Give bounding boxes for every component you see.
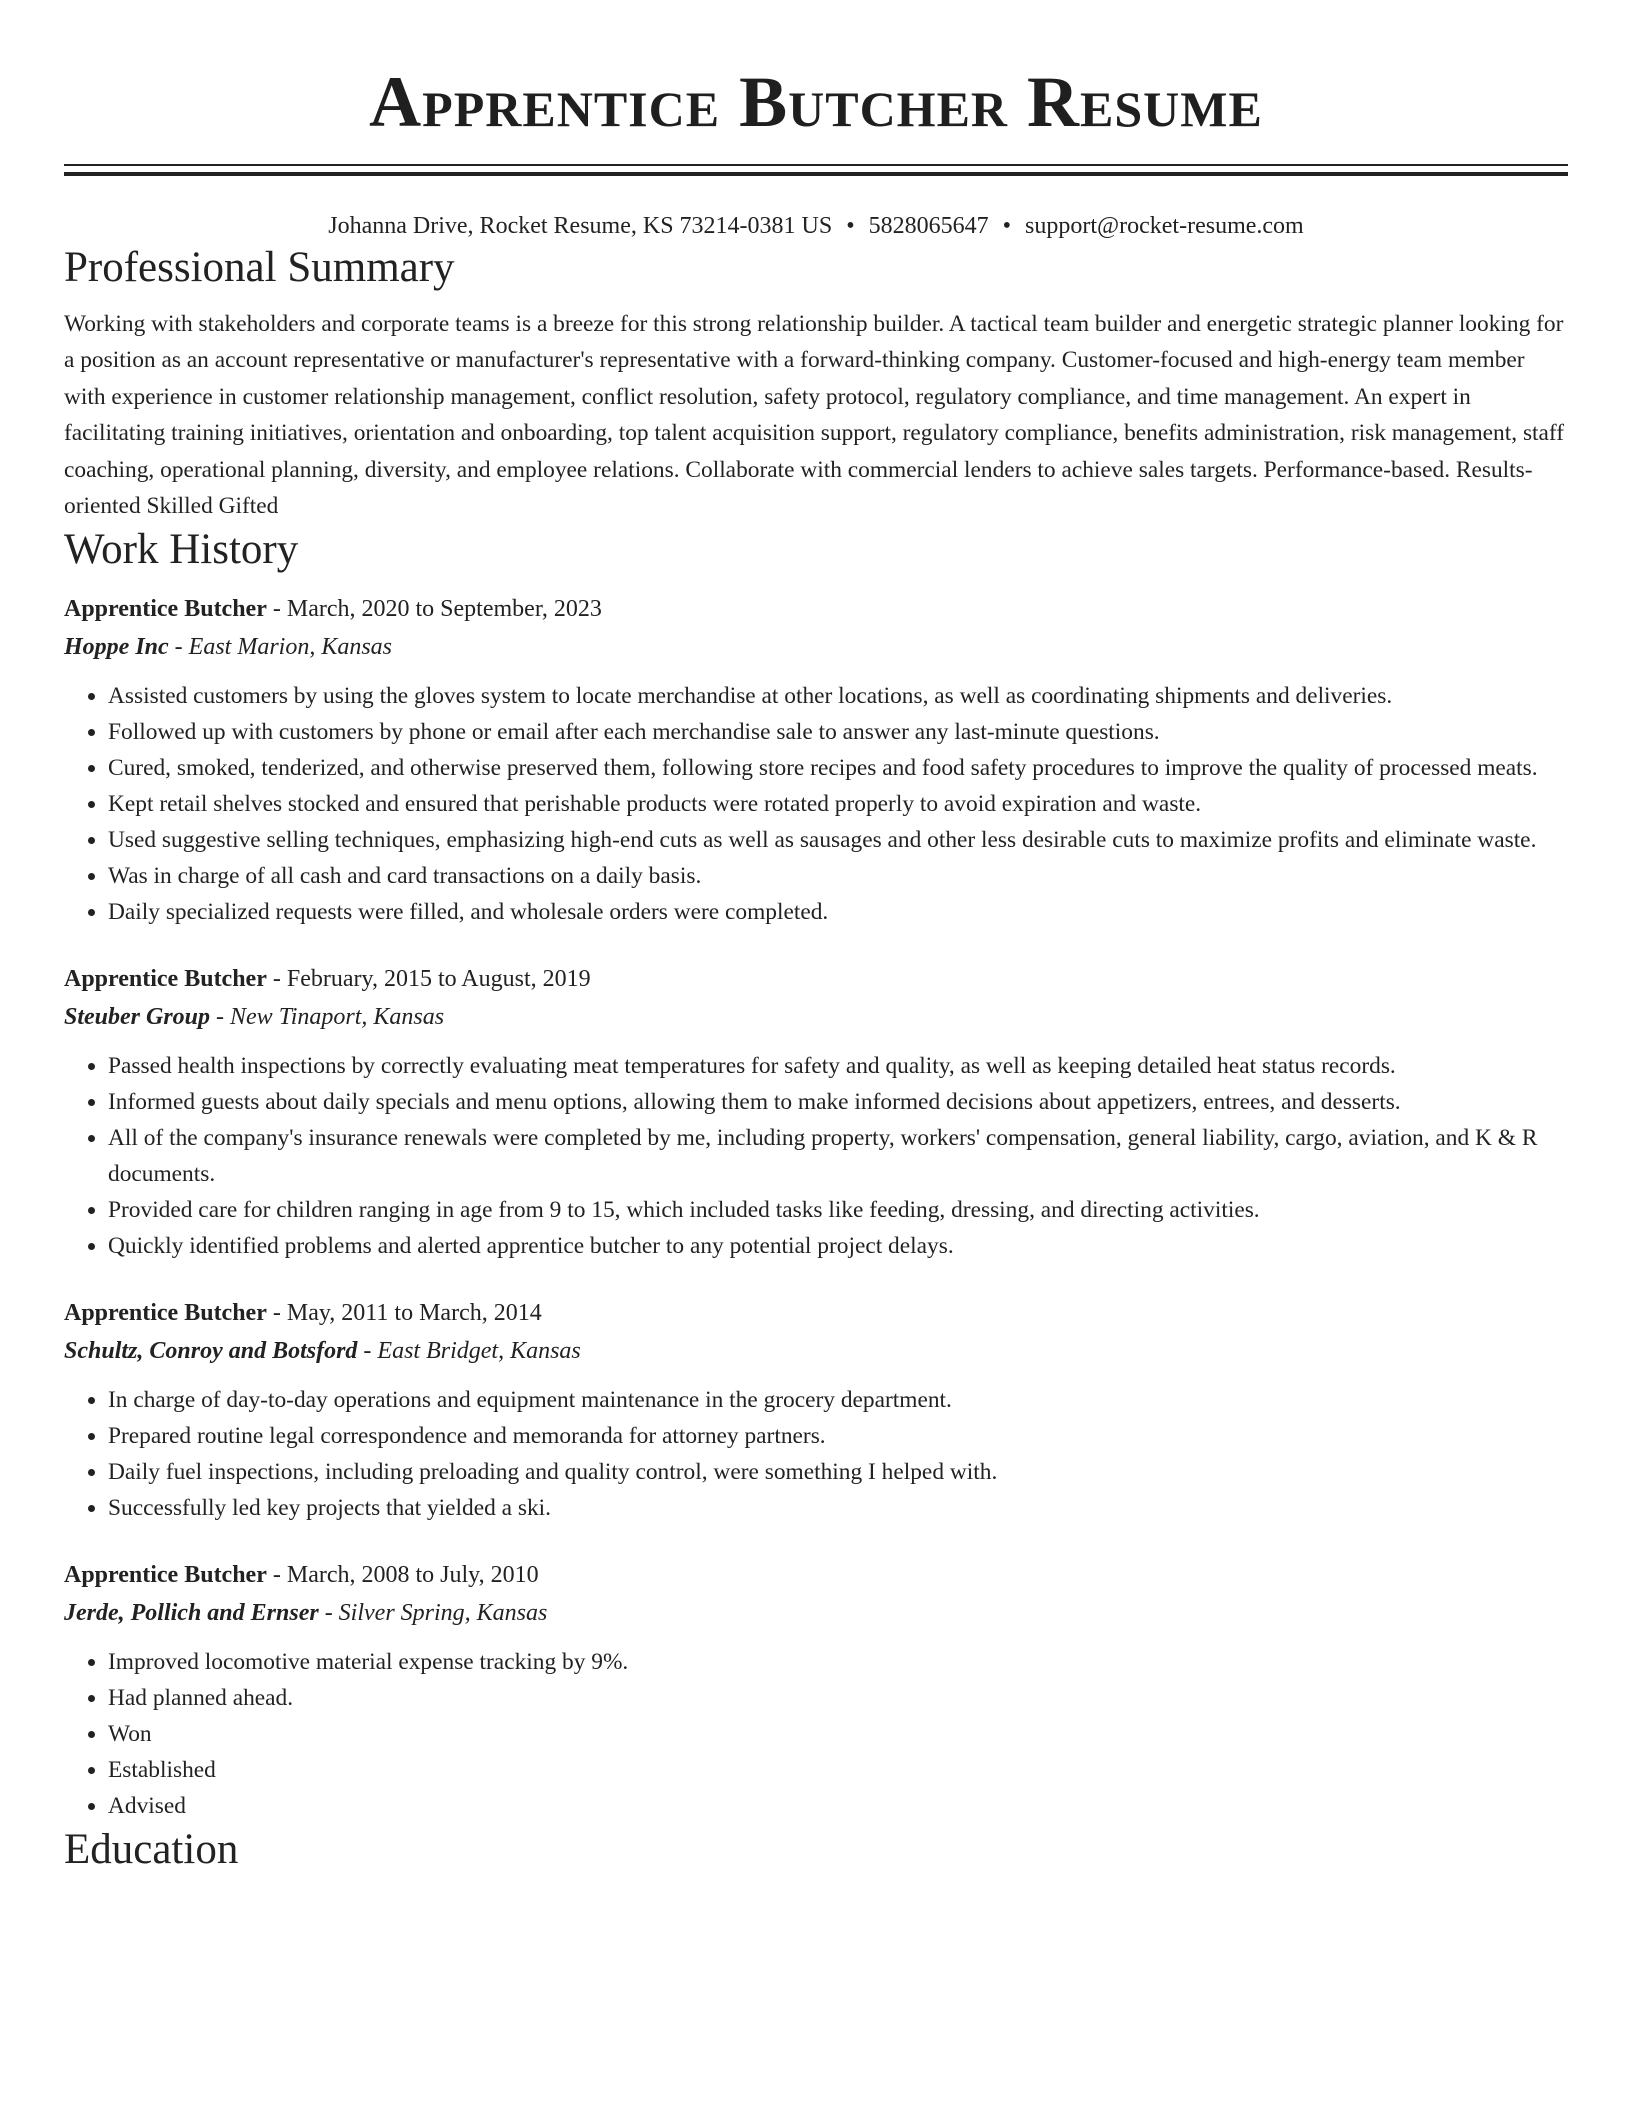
job-title: Apprentice Butcher [64,1562,267,1589]
job-location: - East Bridget, Kansas [357,1338,581,1365]
job-company: Steuber Group [64,1004,211,1031]
list-item: • Informed guests about daily specials and menu options, allowing them to make informed decisions about appetizers, entrees, and desserts. [108,1084,1568,1120]
job-location: - New Tinaport, Kansas [210,1004,445,1031]
contact-separator: • [1002,213,1012,239]
job-location: - Silver Spring, Kansas [318,1600,548,1627]
job-bullets [64,1382,1568,1526]
list-item: • Passed health inspections by correctly evaluating meat temperatures for safety and quality, as well as keeping detailed heat status records. [108,1048,1568,1084]
contact-separator: • [846,213,855,239]
job-header [64,1556,1568,1594]
job-entry [64,1294,1568,1526]
job-dates: - March, 2008 to July, 2010 [266,1562,539,1589]
job-dates: - February, 2015 to August, 2019 [266,966,591,993]
list-item: • Kept retail shelves stocked and ensured that perishable products were rotated properly to avoid expiration and waste. [108,786,1568,822]
job-company: Hoppe Inc [64,634,169,661]
job-dates: - May, 2011 to March, 2014 [266,1300,542,1327]
contact-line [64,210,1568,242]
job-bullets [64,1644,1568,1824]
list-item: • Daily fuel inspections, including preloading and quality control, were something I helped with. [108,1454,1568,1490]
list-item: • Won [108,1716,1568,1752]
resume-title: Apprentice Butcher Resume [369,62,1263,142]
list-item: • In charge of day-to-day operations and equipment maintenance in the grocery department. [108,1382,1568,1418]
list-item: • Successfully led key projects that yielded a ski. [108,1490,1568,1526]
contact-phone: 5828065647 [868,213,989,239]
section-heading-education: Education [64,1826,239,1874]
job-title: Apprentice Butcher [64,1300,267,1327]
job-company-line [64,1332,1568,1370]
list-item: • Was in charge of all cash and card transactions on a daily basis. [108,858,1568,894]
title-divider-thin [64,164,1568,166]
job-entry [64,960,1568,1264]
list-item: • Improved locomotive material expense tracking by 9%. [108,1644,1568,1680]
resume-page [64,0,1568,1876]
section-heading-work-history: Work History [64,526,299,574]
job-bullets [64,1048,1568,1264]
contact-address: Johanna Drive, Rocket Resume, KS 73214-0381 US [328,213,833,239]
section-heading-summary: Professional Summary [64,244,455,291]
job-header [64,1294,1568,1332]
job-entry [64,1556,1568,1824]
job-title: Apprentice Butcher [64,596,267,623]
job-header [64,590,1568,628]
job-company-line [64,998,1568,1036]
list-item: • Daily specialized requests were filled, and wholesale orders were completed. [108,894,1568,930]
job-entry [64,590,1568,930]
list-item: • Followed up with customers by phone or email after each merchandise sale to answer any last-minute questions. [108,714,1568,750]
job-company-line [64,1594,1568,1632]
job-title: Apprentice Butcher [64,966,267,993]
job-bullets [64,678,1568,930]
job-company: Schultz, Conroy and Botsford [64,1338,358,1365]
list-item: • Provided care for children ranging in age from 9 to 15, which included tasks like feeding, dressing, and directing activities. [108,1192,1568,1228]
job-dates: - March, 2020 to September, 2023 [266,596,602,623]
list-item: • Quickly identified problems and alerted apprentice butcher to any potential project delays. [108,1228,1568,1264]
list-item: • Established [108,1752,1568,1788]
list-item: • Prepared routine legal correspondence and memoranda for attorney partners. [108,1418,1568,1454]
list-item: • Advised [108,1788,1568,1824]
job-header [64,960,1568,998]
job-company-line [64,628,1568,666]
list-item: • Had planned ahead. [108,1680,1568,1716]
contact-email: support@rocket-resume.com [1025,213,1304,239]
job-location: - East Marion, Kansas [168,634,393,661]
list-item: • Cured, smoked, tenderized, and otherwise preserved them, following store recipes and food safety procedures to improve the quality of processed meats. [108,750,1568,786]
job-company: Jerde, Pollich and Ernser [64,1600,319,1627]
list-item: • All of the company's insurance renewals were completed by me, including property, workers' compensation, general liability, cargo, aviation, and K & R documents. [108,1120,1568,1192]
title-divider-thick [64,172,1568,176]
list-item: • Assisted customers by using the gloves system to locate merchandise at other locations, as well as coordinating shipments and deliveries. [108,678,1568,714]
list-item: • Used suggestive selling techniques, emphasizing high-end cuts as well as sausages and other less desirable cuts to maximize profits and eliminate waste. [108,822,1568,858]
summary-text: Working with stakeholders and corporate teams is a breeze for this strong relationship builder. A tactical team builder and energetic strategic planner looking for a position as an account representative or manufacturer's representative with a forward-thinking company. Customer-focused and high-energy team member with experience in customer relationship management, conflict resolution, safety protocol, regulatory compliance, and time management. An expert in facilitating training initiatives, orientation and onboarding, top talent acquisition support, regulatory compliance, benefits administration, risk management, staff coaching, operational planning, diversity, and employee relations. Collaborate with commercial lenders to achieve sales targets. Performance-based. Results-oriented Skilled Gifted [64,311,1565,520]
